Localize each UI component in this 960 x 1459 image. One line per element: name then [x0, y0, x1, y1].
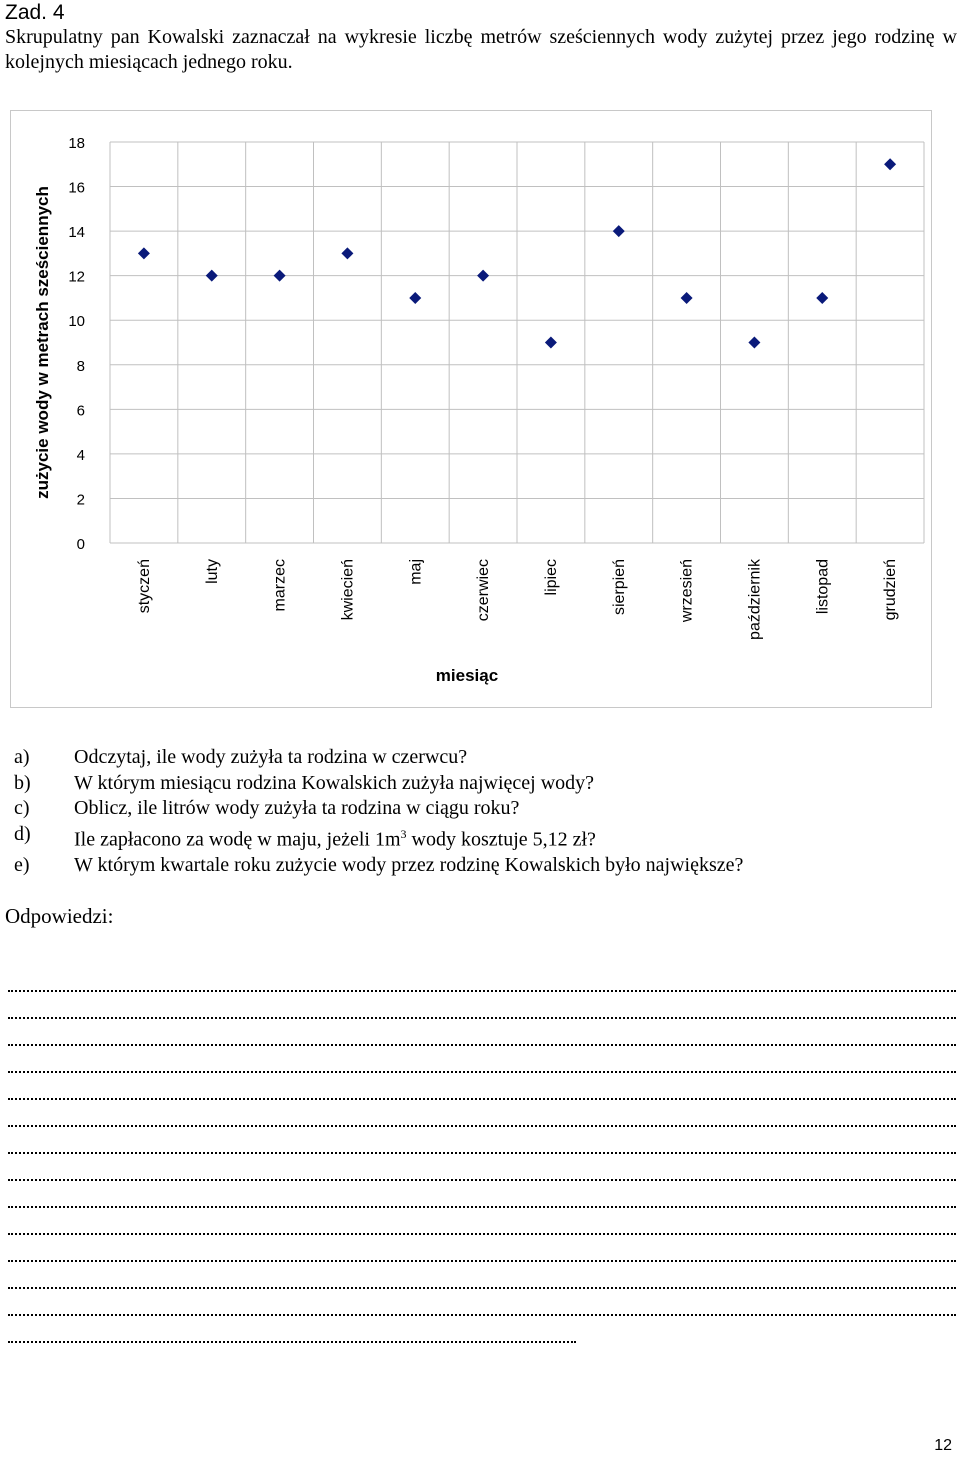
task-title: Zad. 4 — [5, 1, 65, 24]
data-point — [138, 247, 150, 259]
x-tick-label: luty — [203, 559, 221, 584]
y-tick-label: 8 — [76, 357, 85, 375]
x-tick-label: lipiec — [542, 559, 560, 596]
answer-line[interactable] — [8, 1073, 956, 1100]
data-point — [274, 270, 286, 282]
answer-line[interactable] — [8, 1127, 956, 1154]
x-tick-label: maj — [407, 559, 425, 585]
answers-heading: Odpowiedzi: — [5, 904, 114, 928]
water-usage-chart — [11, 111, 933, 709]
question-text: Odczytaj, ile wody zużyła ta rodzina w czerwcu? — [74, 746, 468, 768]
answer-line[interactable] — [8, 1262, 956, 1289]
question-letter: e) — [14, 853, 30, 876]
y-tick-label: 12 — [68, 268, 85, 286]
y-axis-label: zużycie wody w metrach sześciennych — [33, 186, 52, 499]
question-text — [74, 822, 596, 853]
x-tick-label: kwiecień — [339, 559, 357, 621]
y-tick-label: 4 — [76, 446, 85, 464]
answer-line[interactable] — [8, 1019, 956, 1046]
y-tick-label: 6 — [76, 402, 85, 420]
y-tick-label: 0 — [76, 536, 85, 553]
answer-lines — [8, 965, 956, 1343]
data-point — [748, 337, 760, 349]
answer-line[interactable] — [8, 1046, 956, 1073]
x-tick-label: październik — [746, 559, 764, 640]
question-b — [14, 771, 743, 797]
question-letter: d) — [14, 822, 31, 845]
data-point — [477, 270, 489, 282]
y-tick-label: 16 — [68, 179, 85, 197]
data-point — [884, 158, 896, 170]
question-text-part: Ile zapłacono za wodę w maju, jeżeli 1m — [74, 828, 401, 851]
question-a — [14, 745, 743, 771]
x-axis-label: miesiąc — [435, 666, 499, 685]
question-d — [14, 822, 743, 853]
answer-line[interactable] — [8, 1289, 956, 1316]
x-tick-label: grudzień — [882, 559, 900, 621]
data-point — [613, 225, 625, 237]
superscript: 3 — [400, 826, 407, 841]
task-intro: Skrupulatny pan Kowalski zaznaczał na wykresie liczbę metrów sześciennych wody zużytej przez jego rodzinę w kolejnych miesiącach jednego roku. — [5, 26, 957, 73]
answer-line[interactable] — [8, 1316, 576, 1343]
x-tick-label: styczeń — [135, 559, 153, 614]
answer-line[interactable] — [8, 1235, 956, 1262]
question-c — [14, 796, 743, 822]
y-tick-label: 18 — [68, 135, 85, 152]
x-tick-label: czerwiec — [475, 559, 493, 622]
data-point — [681, 292, 693, 304]
x-tick-label: wrzesień — [678, 559, 696, 623]
answer-line[interactable] — [8, 965, 956, 992]
data-point — [341, 247, 353, 259]
chart-frame — [10, 110, 932, 708]
question-e — [14, 853, 743, 879]
answer-line[interactable] — [8, 1208, 956, 1235]
data-point — [409, 292, 421, 304]
answer-line[interactable] — [8, 992, 956, 1019]
page-number: 12 — [934, 1437, 952, 1454]
y-tick-label: 14 — [68, 224, 85, 242]
question-text: W którym kwartale roku zużycie wody przez rodzinę Kowalskich było największe? — [74, 853, 744, 876]
question-letter: a) — [14, 746, 30, 768]
x-tick-label: sierpień — [610, 559, 628, 616]
question-list — [14, 745, 743, 878]
data-point — [816, 292, 828, 304]
x-tick-label: marzec — [271, 559, 289, 612]
answer-line[interactable] — [8, 1100, 956, 1127]
question-text: Oblicz, ile litrów wody zużyła ta rodzina w ciągu roku? — [74, 797, 520, 819]
question-text: W którym miesiącu rodzina Kowalskich zużyła najwięcej wody? — [74, 771, 595, 794]
question-letter: b) — [14, 771, 31, 794]
y-tick-label: 2 — [76, 491, 85, 509]
y-tick-label: 10 — [68, 313, 85, 331]
x-tick-label: listopad — [814, 559, 832, 615]
answer-line[interactable] — [8, 1154, 956, 1181]
data-point — [206, 270, 218, 282]
answer-line[interactable] — [8, 1181, 956, 1208]
data-point — [545, 337, 557, 349]
question-text-part: wody kosztuje 5,12 zł? — [406, 828, 596, 851]
question-letter: c) — [14, 797, 30, 819]
